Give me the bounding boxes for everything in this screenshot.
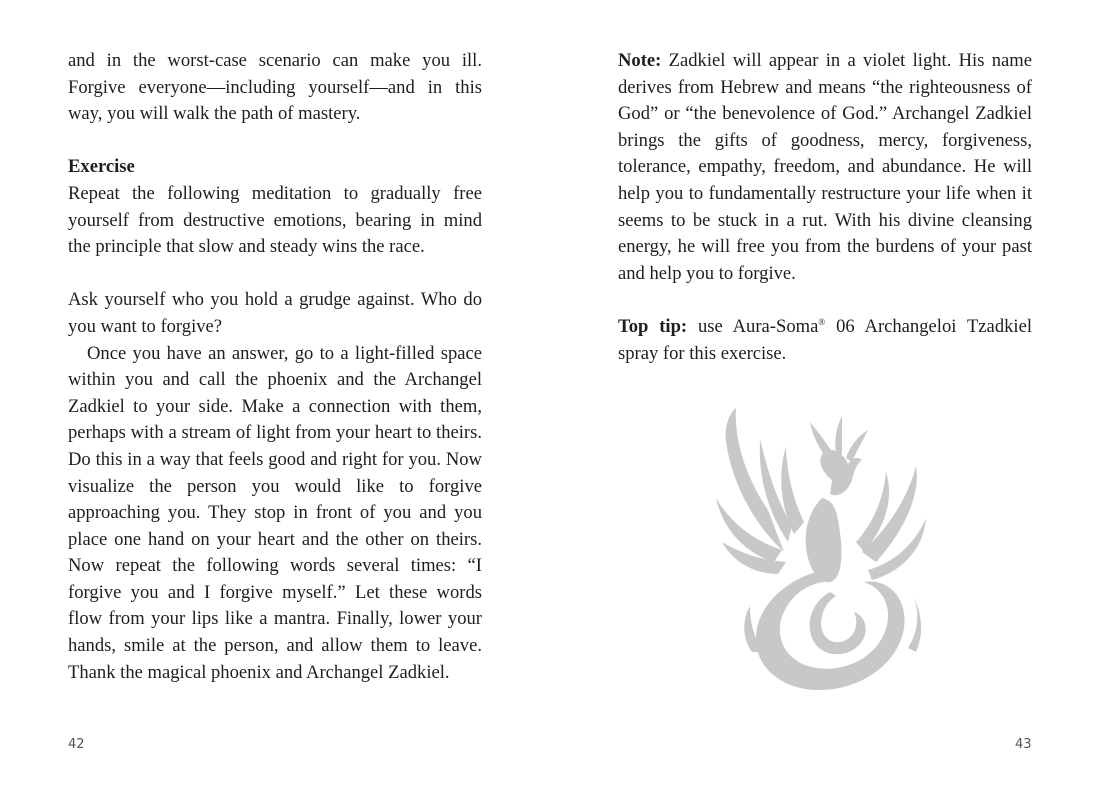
registered-mark: ® (818, 316, 826, 327)
note-label: Note: (618, 50, 662, 71)
right-page-number: 43 (1015, 737, 1032, 752)
top-tip-paragraph (618, 314, 1032, 367)
note-paragraph (618, 48, 1032, 287)
left-page-number: 42 (68, 737, 85, 752)
paragraph-gap (618, 287, 1032, 314)
meditation-paragraph: Once you have an answer, go to a light-filled space within you and call the phoenix and the Archangel Zadkiel to your side. Make a connection with them, perhaps with a stream of light from your heart to theirs. Do this in a way that feels good and right for you. Now visualize the person you would like to forgive approaching you. They stop in front of you and you place one hand on your heart and the other on theirs. Now repeat the following words several times: “I forgive you and I forgive myself.” Let these words flow from your lips like a mantra. Finally, lower your hands, smile at the person, and allow them to leave. Thank the magical phoenix and Archangel Zadkiel. (68, 342, 482, 683)
exercise-heading: Exercise (68, 156, 135, 178)
paragraph-gap (68, 261, 482, 288)
ask-paragraph: Ask yourself who you hold a grudge against. Who do you want to forgive? (68, 289, 482, 337)
right-page (618, 48, 1032, 367)
paragraph-gap (68, 128, 482, 155)
exercise-paragraph: Repeat the following meditation to gradually free yourself from destructive emotions, bearing in mind the principle that slow and steady wins the race. (68, 182, 482, 258)
left-intro-paragraph: and in the worst-case scenario can make you ill. Forgive everyone—including yourself—and in this way, you will walk the path of mastery. (68, 50, 482, 125)
left-page (68, 48, 482, 686)
top-tip-text-b: 06 Archangeloi Tzadkiel spray for this exercise. (618, 315, 1032, 364)
top-tip-label: Top tip: (618, 315, 688, 337)
note-text: Zadkiel will appear in a violet light. His name derives from Hebrew and means “the righteousness of God” or “the benevolence of God.” Archangel Zadkiel brings the gifts of goodness, mercy, forgiveness, tolerance, empathy, freedom, and abundance. He will help you to fundamentally restructure your life when it seems to be stuck in a rut. With his divine cleansing energy, he will free you from the burdens of your past and help you to forgive. (618, 50, 1032, 284)
top-tip-text-a: use Aura-Soma (687, 315, 819, 337)
phoenix-illustration-icon (712, 402, 934, 694)
